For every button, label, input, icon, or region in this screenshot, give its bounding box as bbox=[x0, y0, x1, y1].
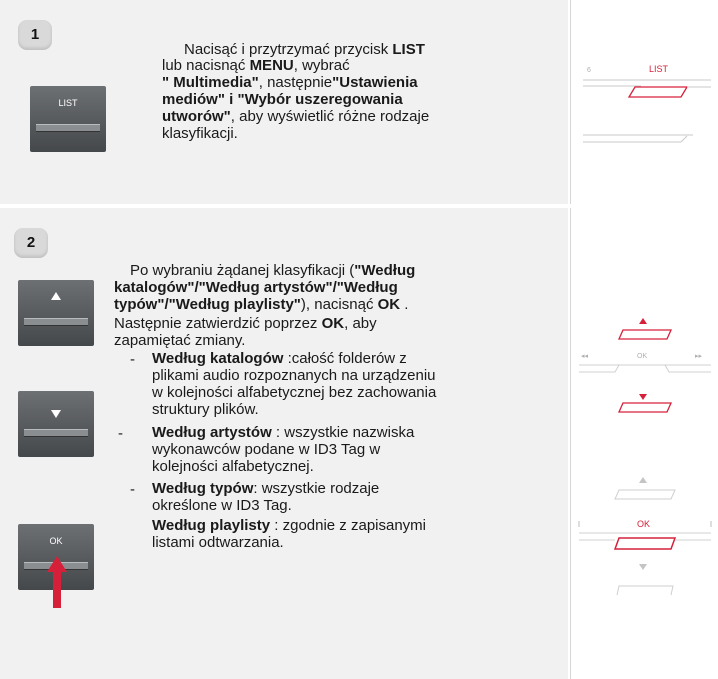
button-bar bbox=[24, 429, 88, 437]
text: . bbox=[400, 296, 409, 313]
text-bold: Według artystów bbox=[152, 424, 272, 441]
text-bold: "Ustawienia bbox=[332, 74, 418, 91]
text-bold: LIST bbox=[392, 41, 425, 58]
text: : zgodnie z zapisanymi bbox=[270, 517, 427, 534]
text: : wszystkie nazwiska bbox=[271, 424, 415, 441]
text-bold: mediów" i "Wybór uszeregowania bbox=[162, 91, 403, 108]
step-1-line-4 bbox=[162, 92, 403, 108]
bullet-dash: - bbox=[130, 351, 135, 368]
side-ok-label: OK bbox=[637, 519, 651, 529]
bullet-dash: - bbox=[118, 425, 123, 442]
bullet-2-line-1 bbox=[152, 425, 414, 441]
list-button-outline bbox=[629, 87, 687, 97]
step-2-para-1-line-2 bbox=[114, 280, 398, 296]
up-button-outline bbox=[615, 490, 675, 499]
bullet-1-line-4: struktury plików. bbox=[152, 401, 259, 418]
text-bold: " Multimedia" bbox=[162, 74, 259, 91]
step-2-para-2-line-2 bbox=[114, 333, 245, 349]
step-1-line-2 bbox=[162, 58, 350, 74]
text-bold: Według typów bbox=[152, 480, 254, 497]
text: zapamiętać zmiany. bbox=[114, 332, 246, 349]
down-button-outline bbox=[617, 586, 673, 595]
prev-icon: ◂◂ bbox=[581, 353, 589, 360]
down-button-outline bbox=[619, 403, 671, 412]
text: lub nacisnąć bbox=[162, 57, 250, 74]
text: , następnie bbox=[258, 74, 333, 91]
text: : wszystkie rodzaje bbox=[253, 480, 380, 497]
up-arrow-icon bbox=[639, 318, 647, 324]
up-arrow-icon bbox=[51, 292, 61, 300]
arrow-shape bbox=[47, 556, 67, 608]
text-bold: MENU bbox=[249, 57, 294, 74]
text: , aby bbox=[344, 315, 377, 332]
step-2 bbox=[0, 208, 718, 679]
down-arrow-icon bbox=[639, 564, 647, 570]
step-1-line-1 bbox=[184, 42, 425, 58]
text: , wybrać bbox=[293, 57, 350, 74]
down-arrow-icon bbox=[51, 410, 61, 418]
step-2-para-1-line-1 bbox=[130, 263, 415, 279]
press-arrow-icon bbox=[44, 554, 70, 610]
step-number-badge: 2 bbox=[14, 228, 48, 258]
button-bar bbox=[36, 124, 100, 132]
bullet-1-line-3: w kolejności alfabetycznej bez zachowania bbox=[152, 384, 437, 401]
line bbox=[579, 365, 619, 372]
step-number-badge: 1 bbox=[18, 20, 52, 50]
step-1-line-5 bbox=[162, 109, 429, 125]
text-bold: typów"/"Według playlisty" bbox=[114, 296, 301, 313]
ok-button-outline bbox=[615, 538, 675, 549]
step-1-panel bbox=[0, 0, 568, 204]
text: Nacisąć i przytrzymać przycisk bbox=[184, 41, 393, 58]
step-2-para-1-line-3 bbox=[114, 297, 408, 313]
text: klasyfikacji. bbox=[162, 125, 238, 142]
up-button-image bbox=[18, 280, 94, 346]
text-bold: OK bbox=[377, 296, 401, 313]
text: ), nacisnąć bbox=[300, 296, 378, 313]
down-arrow-icon bbox=[639, 394, 647, 400]
bullet-4-line-1 bbox=[152, 518, 426, 534]
step-2-panel bbox=[0, 208, 568, 679]
line bbox=[665, 365, 711, 372]
side-ok-small-label: OK bbox=[637, 353, 648, 360]
step-1-line-3 bbox=[162, 75, 418, 91]
up-arrow-icon bbox=[639, 477, 647, 483]
text-bold: Według katalogów bbox=[152, 350, 284, 367]
step-2-side-illustration bbox=[570, 208, 718, 679]
step-1-side-illustration bbox=[570, 0, 718, 204]
text-bold: OK bbox=[321, 315, 345, 332]
control-display-illustration bbox=[571, 208, 718, 679]
bullet-4-line-2: listami odtwarzania. bbox=[152, 534, 284, 551]
bullet-1-line-1 bbox=[152, 351, 407, 367]
bullet-2-line-2: wykonawców podane w ID3 Tag w bbox=[152, 441, 381, 458]
list-display-illustration bbox=[571, 0, 718, 204]
down-button-image bbox=[18, 391, 94, 457]
ok-button-label: OK bbox=[49, 536, 63, 546]
text-bold: katalogów"/"Według artystów"/"Według bbox=[114, 279, 398, 296]
list-button-image bbox=[30, 86, 106, 152]
up-button-outline bbox=[619, 330, 671, 339]
text-bold: utworów" bbox=[162, 108, 231, 125]
step-1 bbox=[0, 0, 718, 204]
text-bold: Według playlisty bbox=[152, 517, 271, 534]
side-label-list: LIST bbox=[649, 64, 669, 74]
bullet-3-line-2: określone w ID3 Tag. bbox=[152, 497, 292, 514]
bullet-2-line-3: kolejności alfabetycznej. bbox=[152, 458, 314, 475]
text: Po wybraniu żądanej klasyfikacji ( bbox=[130, 262, 355, 279]
list-button-label: LIST bbox=[58, 98, 78, 108]
text: Następnie zatwierdzić poprzez bbox=[114, 315, 322, 332]
side-label-6: 6 bbox=[587, 67, 591, 74]
bullet-1-line-2: plikami audio rozpoznanych na urządzeniu bbox=[152, 367, 436, 384]
button-bar bbox=[24, 318, 88, 326]
text-bold: "Według bbox=[354, 262, 416, 279]
step-2-para-2-line-1 bbox=[114, 316, 377, 332]
bullet-dash: - bbox=[130, 481, 135, 498]
next-icon: ▸▸ bbox=[695, 353, 703, 360]
text: , aby wyświetlić różne rodzaje bbox=[230, 108, 430, 125]
bullet-3-line-1 bbox=[152, 481, 379, 497]
text: :całość folderów z bbox=[283, 350, 407, 367]
step-1-line-6 bbox=[162, 126, 238, 142]
line bbox=[681, 136, 687, 142]
